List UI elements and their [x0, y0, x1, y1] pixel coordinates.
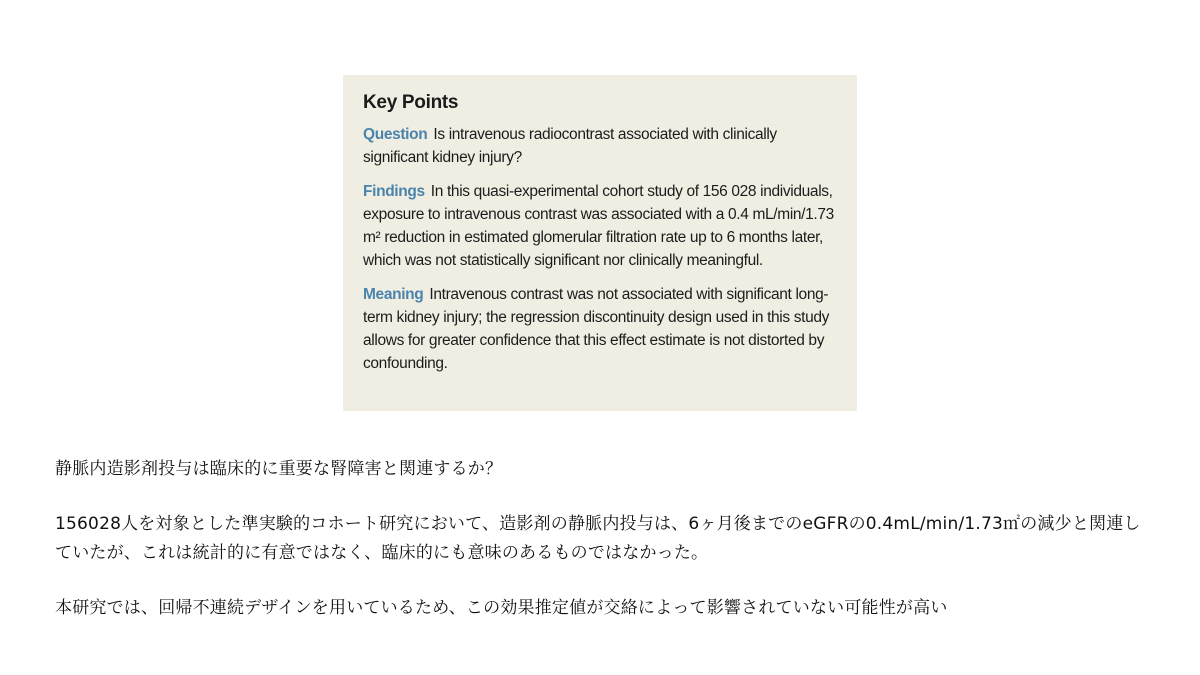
findings-section — [363, 180, 841, 272]
key-points-box — [343, 75, 857, 411]
question-section — [363, 123, 841, 169]
key-points-title: Key Points — [363, 92, 459, 113]
question-text: Is intravenous radiocontrast associated with clinically significant kidney injury? — [363, 126, 777, 166]
question-label: Question — [363, 126, 428, 143]
meaning-label: Meaning — [363, 286, 424, 303]
findings-label: Findings — [363, 183, 425, 200]
meaning-text: Intravenous contrast was not associated with significant long-term kidney injury; the regression discontinuity design used in this study allows for greater confidence that this effect estimate is not distorted by confounding. — [363, 286, 830, 372]
meaning-section — [363, 283, 841, 375]
findings-text: In this quasi-experimental cohort study of 156 028 individuals, exposure to intravenous contrast was associated with a 0.4 mL/min/1.73 m² reduction in estimated glomerular filtration rate up to 6 months later, which was not statistically significant nor clinically meaningful. — [363, 183, 834, 269]
japanese-findings-paragraph: 156028人を対象とした準実験的コホート研究において、造影剤の静脈内投与は、6ヶ月後までのeGFRの0.4mL/min/1.73㎡の減少と関連していたが、これは統計的に有意ではなく、臨床的にも意味のあるものではなかった。 — [55, 514, 1141, 563]
japanese-meaning-paragraph: 本研究では、回帰不連続デザインを用いているため、この効果推定値が交絡によって影響されていない可能性が高い — [55, 598, 948, 618]
japanese-question-paragraph: 静脈内造影剤投与は臨床的に重要な腎障害と関連するか？ — [55, 459, 503, 479]
